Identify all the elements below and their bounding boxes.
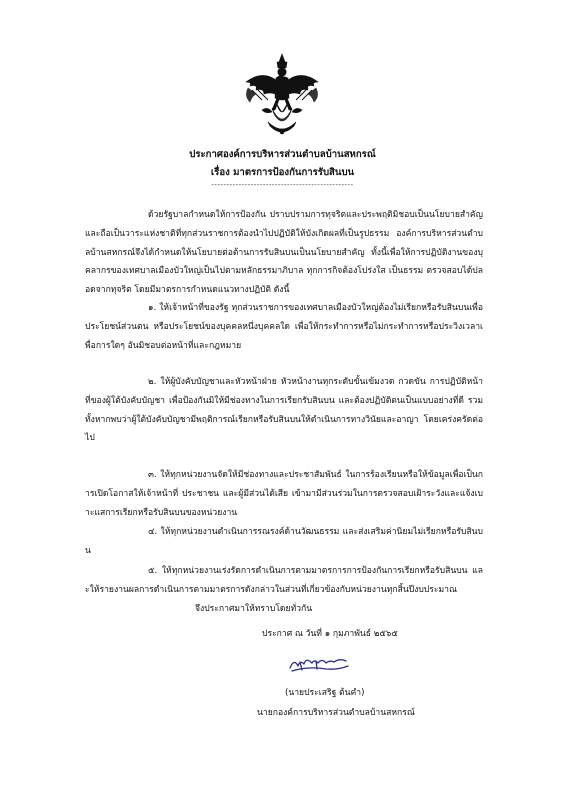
announcement-subject: เรื่อง มาตรการป้องกันการรับสินบน xyxy=(210,167,355,178)
measure-paragraph-2: ๒. ให้ผู้บังคับบัญชาและหัวหน้าฝ่าย หัวหน้างานทุกระดับขั้นเข้มงวด กวดขัน การปฏิบัติหน้าที่ของผู้ใต้บังคับบัญชา เพื่อป้องกันมิให้มีช่องทางในการเรียกรับสินบน และต้องปฏิบัติตนเป็นแบบอย่างที่ดี รวมทั้งหากพบว่าผู้ใต้บังคับบัญชามีพฤติการณ์เรียกหรือรับสินบนให้ดำเนินการทางวินัยและอาญา โดยเคร่งครัดต่อไป xyxy=(85,377,483,444)
measure-paragraph-1: ๑. ให้เจ้าหน้าที่ของรัฐ ทุกส่วนราชการของเทศบาลเมืองบัวใหญ่ต้องไม่เรียกหรือรับสินบนเพื่อประโยชน์ส่วนตน หรือประโยชน์ของบุคคลหนึ่งบุคคลใด เพื่อให้กระทำการหรือไม่กระทำการหรือประวิงเวลาเพื่อการใดๆ อันมิชอบต่อหน้าที่และกฎหมาย xyxy=(85,303,483,351)
garuda-emblem-icon xyxy=(232,48,332,148)
announcement-title: ประกาศองค์การบริหารส่วนตำบลบ้านสหกรณ์ xyxy=(189,149,376,160)
measure-paragraph-5: ๕. ให้ทุกหน่วยงานเร่งรัดการดำเนินการตามมาตรการการป้องกันการเรียกหรือรับสินบน และให้รายงานผลการดำเนินการตามมาตรการดังกล่าวในส่วนที่เกี่ยวข้องกับหน่วยงานทุกสิ้นปีงบประมาณ xyxy=(85,566,483,595)
title-divider: ----------------------------------------------- xyxy=(211,181,354,189)
closing-statement: จึงประกาศมาให้ทราบโดยทั่วกัน xyxy=(195,604,313,614)
signer-position: นายกองค์การบริหารส่วนตำบลบ้านสหกรณ์ xyxy=(257,708,415,718)
announcement-date: ประกาศ ณ วันที่ ๑ กุมภาพันธ์ ๒๕๖๕ xyxy=(262,629,398,639)
measure-paragraph-4: ๔. ให้ทุกหน่วยงานดำเนินการรณรงค์ด้านวัฒนธรรม และส่งเสริมค่านิยมไม่เรียกหรือรับสินบน xyxy=(85,527,483,556)
intro-paragraph: ด้วยรัฐบาลกำหนดให้การป้องกัน ปราบปรามการทุจริตและประพฤติมิชอบเป็นนโยบายสำคัญและถือเป็นวาระแห่งชาติที่ทุกส่วนราชการต้องนำไปปฏิบัติให้บังเกิดผลที่เป็นรูปธรรม องค์การบริหารส่วนตำบลบ้านสหกรณ์จึงได้กำหนดให้นโยบายต่อต้านการรับสินบนเป็นนโยบายสำคัญ ทั้งนี้เพื่อให้การปฏิบัติงานของบุคลากรของเทศบาลเมืองบัวใหญ่เป็นไปตามหลักธรรมาภิบาล ทุกการกิจต้องโปร่งใส เป็นธรรม ตรวจสอบได้ปลอดจากทุจริต โดยมีมาตรการกำหนดแนวทางปฏิบัติ ดังนี้ xyxy=(85,210,483,296)
signer-name: (นายประเสริฐ ต้นคำ) xyxy=(285,688,365,698)
handwritten-signature xyxy=(286,652,352,676)
measure-paragraph-3: ๓. ให้ทุกหน่วยงานจัดให้มีช่องทางและประชาสัมพันธ์ ในการร้องเรียนหรือให้ข้อมูลเพื่อเป็นการเปิดโอกาสให้เจ้าหน้าที่ ประชาชน และผู้มีส่วนได้เสีย เข้ามามีส่วนร่วมในการตรวจสอบเฝ้าระวังและแจ้งเบาะแสการเรียกหรือรับสินบนของหน่วยงาน xyxy=(85,470,483,518)
